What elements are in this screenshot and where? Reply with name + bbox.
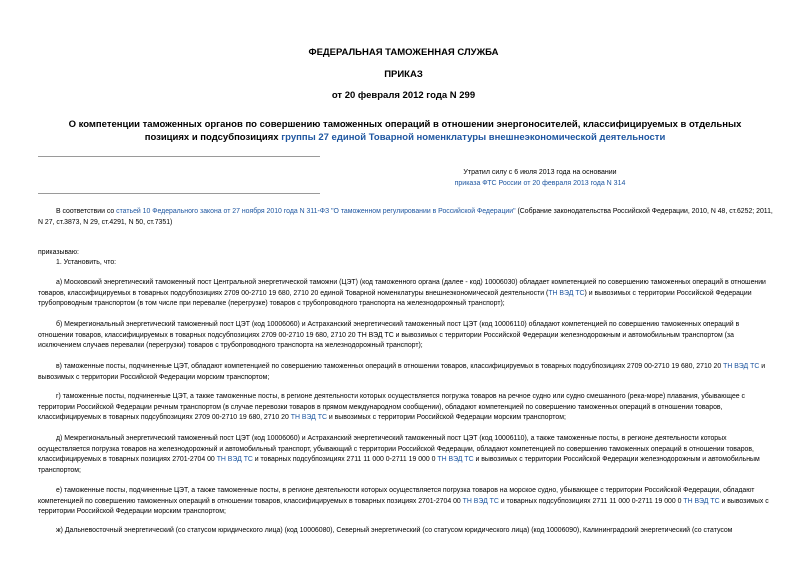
preamble-text-2: (Собрание законодательства Российской Федерации, 2010, N 48, ст.6252; 2011, N 27, ст.3873, N 29, ст.4291, N 50, ст.7351)	[38, 208, 773, 226]
law-article-10-link[interactable]: статьей 10 Федерального закона от 27 ноября 2010 года N 311-ФЗ "О таможенном регулировании в Российской Федерации"	[116, 208, 516, 215]
paragraph-zh: ж) Дальневосточный энергетический (со статусом юридического лица) (код 10006080), Северный энергетический (со статусом юридического лица) (код 10006090), Калининградский энергетический (со статусом	[56, 527, 733, 534]
paragraph-g-text-2: и вывозимых с территории Российской Федерации морским транспортом;	[326, 414, 566, 421]
paragraph-e	[38, 486, 776, 518]
status-text: Утратил силу с 6 июля 2013 года на основании	[463, 169, 617, 176]
paragraph-e-text-1: е) таможенные посты, подчиненные ЦЭТ, а также таможенные посты, в регионе деятельности которых осуществляется погрузка товаров на морское судно, убывающее с территории Российской Федерации, обладают компетенцией по совершению таможенных операций в отношении товаров, классифицируемых в товарных позициях 2701-2704 00	[38, 487, 755, 505]
order-word: приказываю:	[38, 249, 79, 256]
paragraph-d	[38, 434, 776, 476]
doc-type-heading: ПРИКАЗ	[384, 69, 423, 80]
preamble-paragraph	[38, 207, 776, 228]
paragraph-a	[38, 278, 776, 310]
paragraph-d-text-3: и вывозимых с территории Российской Федерации железнодорожным и автомобильным транспортом;	[38, 456, 760, 474]
paragraph-v-text-2: и вывозимых с территории Российской Федерации морским транспортом;	[38, 363, 766, 381]
paragraph-g	[38, 392, 776, 424]
paragraph-d-text-2: и товарных подсубпозициях 2711 11 000 0-2711 19 000 0	[252, 456, 438, 463]
tn-ved-link[interactable]: ТН ВЭД ТС	[548, 289, 585, 297]
paragraph-a-text-2: ) и вывозимых с территории Российской Федерации трубопроводным транспортом (в том числе при перевалке (перегрузке) товаров с трубопроводного транспорта на железнодорожный транспорт);	[38, 289, 752, 307]
tn-ved-link[interactable]: ТН ВЭД ТС	[437, 456, 474, 463]
tn-ved-link[interactable]: ТН ВЭД ТС	[462, 497, 499, 505]
tn-ved-link[interactable]: ТН ВЭД ТС	[290, 414, 327, 421]
divider-top	[38, 156, 320, 157]
paragraph-e-text-2: и товарных подсубпозициях 2711 11 000 0-2711 19 000 0	[498, 497, 684, 505]
title-link-group27[interactable]: группы 27 единой Товарной номенклатуры внешнеэкономической деятельности	[281, 132, 666, 143]
paragraph-a-text-1: а) Московский энергетический таможенный пост Центральной энергетической таможни (ЦЭТ) (код таможенного органа (далее - код) 10006030) обладает компетенцией по совершению таможенных операций в отношении товаров, классифицируемых в товарных подсубпозициях 2709 00-2710 19 680, 2710 20 единой Товарной номенклатуры внешнеэкономической деятельности (	[38, 279, 766, 297]
doc-date-number: от 20 февраля 2012 года N 299	[331, 90, 476, 101]
status-block	[330, 167, 750, 189]
paragraph-e-text-3: и вывозимых с территории Российской Федерации морским транспортом;	[38, 497, 769, 515]
tn-ved-link[interactable]: ТН ВЭД ТС	[723, 363, 760, 370]
tn-ved-link[interactable]: ТН ВЭД ТС	[216, 456, 253, 463]
agency-heading: ФЕДЕРАЛЬНАЯ ТАМОЖЕННАЯ СЛУЖБА	[308, 47, 499, 58]
paragraph-b: б) Межрегиональный энергетический таможенный пост ЦЭТ (код 10006060) и Астраханский энергетический таможенный пост ЦЭТ (код 10006110) обладают компетенцией по совершению таможенных операций в отношении товаров, классифицируемых в товарных подсубпозициях 2709 00-2710 19 680, 2710 20 ТН ВЭД ТС и вывозимых с территории Российской Федерации железнодорожным и автомобильным транспортом (за исключением случаев перевалки (перегрузки) товаров с трубопроводного транспорта на железнодорожный транспорт);	[38, 321, 740, 349]
status-link-order-314[interactable]: приказа ФТС России от 20 февраля 2013 года N 314	[454, 180, 626, 187]
paragraph-g-text-1: г) таможенные посты, подчиненные ЦЭТ, а также таможенные посты, в регионе деятельности которых осуществляется погрузка товаров на речное судно или судно смешанного (река-море) плавания, убывающее с территории Российской Федерации речным транспортом (в случае перевозки товаров в прямом международном сообщении), обладают компетенцией по совершению таможенных операций в отношении товаров, классифицируемых в товарных подсубпозициях 2709 00-2710 19 680, 2710 20	[38, 393, 745, 421]
tn-ved-link[interactable]: ТН ВЭД ТС	[683, 497, 720, 505]
title-text: О компетенции таможенных органов по совершению таможенных операций в отношении энергоносителей, классифицируемых в отдельных позициях и подсубпозициях	[68, 119, 742, 143]
paragraph-v-text-1: в) таможенные посты, подчиненные ЦЭТ, обладают компетенцией по совершению таможенных операций в отношении товаров, классифицируемых в товарных подсубпозициях 2709 00-2710 19 680, 2710 20	[56, 363, 724, 370]
paragraph-d-text-1: д) Межрегиональный энергетический таможенный пост ЦЭТ (код 10006060) и Астраханский энергетический таможенный пост ЦЭТ (код 10006110), а также таможенные посты, в регионе деятельности которых осуществляется погрузка товаров на железнодорожный и автомобильный транспорт, убывающий с территории Российской Федерации, обладают компетенцией по совершению таможенных операций в отношении товаров, классифицируемых в товарных позициях 2701-2704 00	[38, 435, 754, 463]
divider-bottom	[38, 193, 320, 194]
preamble-text-1: В соответствии со	[56, 208, 117, 215]
item-1-heading: 1. Установить, что:	[56, 259, 117, 266]
document-title	[50, 118, 760, 144]
paragraph-v	[38, 362, 776, 383]
